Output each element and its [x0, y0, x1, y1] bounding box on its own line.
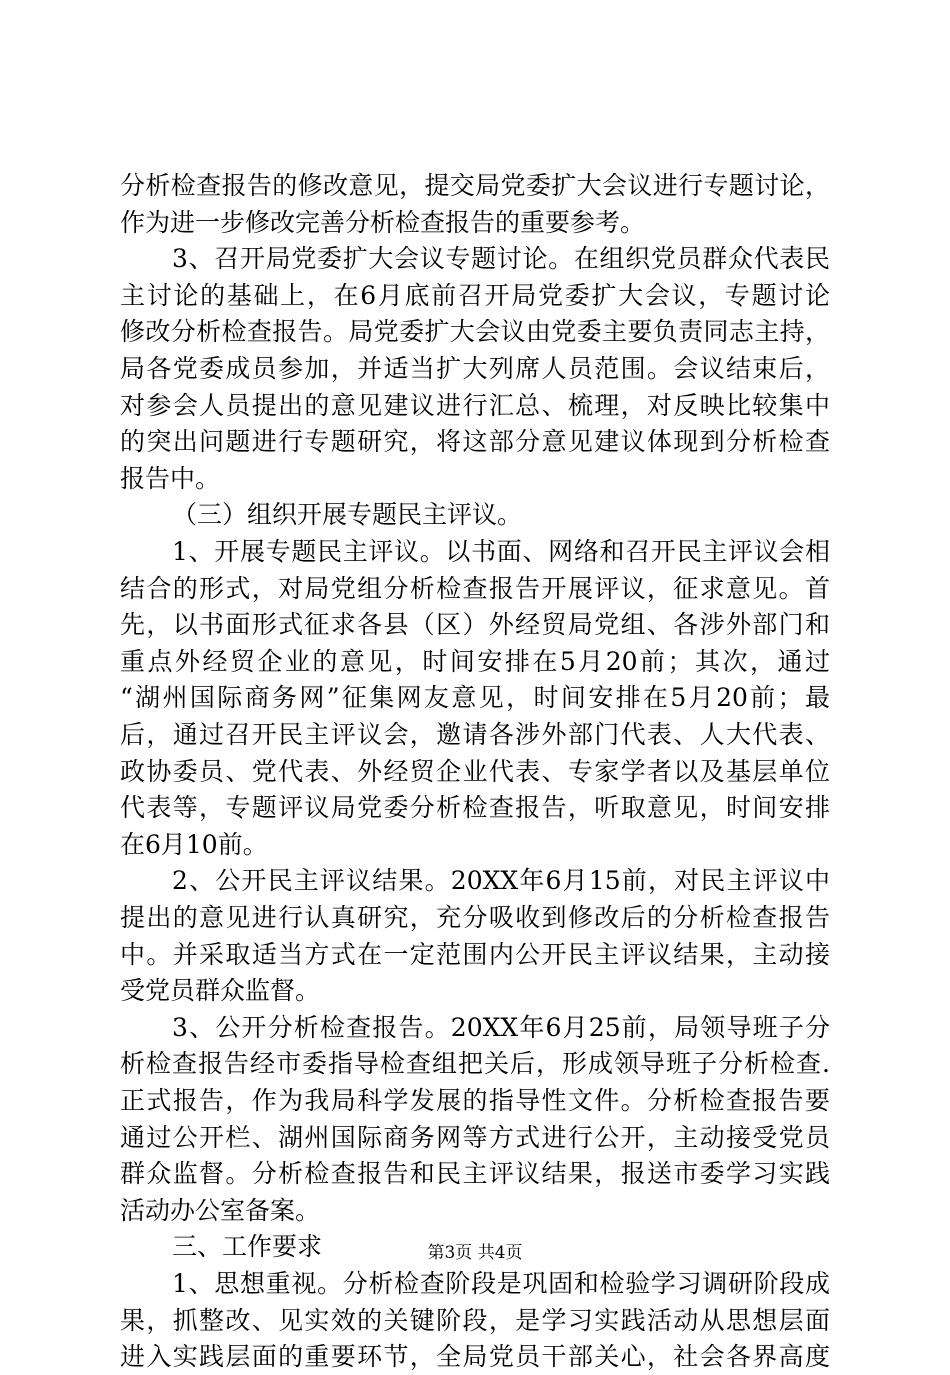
- text-line: 主讨论的基础上，在6月底前召开局党委扩大会议，专题讨论: [120, 280, 830, 310]
- text-line: “湖州国际商务网”征集网友意见，时间安排在5月20前；最: [120, 683, 830, 713]
- text-line: 群众监督。分析检查报告和民主评议结果，报送市委学习实践: [120, 1159, 830, 1189]
- text-line: 1、开展专题民主评议。以书面、网络和召开民主评议会相: [172, 537, 830, 566]
- text-line: 中。并采取适当方式在一定范围内公开民主评议结果，主动接: [120, 939, 830, 969]
- text-line: 重点外经贸企业的意见，时间安排在5月20前；其次，通过: [120, 646, 830, 676]
- text-line: 在6月10前。: [120, 829, 268, 859]
- text-line: 代表等，专题评议局党委分析检查报告，听取意见，时间安排: [120, 793, 830, 823]
- text-line: 对参会人员提出的意见建议进行汇总、梳理，对反映比较集中: [120, 390, 830, 420]
- text-line: 析检查报告经市委指导检查组把关后，形成领导班子分析检查.: [120, 1049, 830, 1079]
- text-line: 政协委员、党代表、外经贸企业代表、专家学者以及基层单位: [120, 756, 830, 786]
- page-footer: 第3页 共4页: [427, 1243, 523, 1263]
- text-line: 活动办公室备案。: [120, 1195, 321, 1225]
- text-line: 分析检查报告的修改意见，提交局党委扩大会议进行专题讨论，: [120, 171, 830, 200]
- text-line: 3、召开局党委扩大会议专题讨论。在组织党员群众代表民: [172, 244, 830, 274]
- text-line: 2、公开民主评议结果。20XX年6月15前，对民主评议中: [172, 866, 830, 896]
- text-line: （三）组织开展专题民主评议。: [172, 500, 523, 530]
- text-line: 正式报告，作为我局科学发展的指导性文件。分析检查报告要: [120, 1086, 830, 1115]
- text-line: 提出的意见进行认真研究，充分吸收到修改后的分析检查报告: [120, 903, 830, 932]
- text-line: 作为进一步修改完善分析检查报告的重要参考。: [120, 207, 646, 237]
- text-line: 3、公开分析检查报告。20XX年6月25前，局领导班子分: [172, 1012, 830, 1042]
- text-line: 先，以书面形式征求各县（区）外经贸局党组、各涉外部门和: [120, 610, 830, 640]
- text-line: 果，抓整改、见实效的关键阶段，是学习实践活动从思想层面: [120, 1305, 830, 1335]
- text-line: 1、思想重视。分析检查阶段是巩固和检验学习调研阶段成: [172, 1269, 830, 1298]
- text-line: 后，通过召开民主评议会，邀请各涉外部门代表、人大代表、: [120, 720, 830, 749]
- text-line: 通过公开栏、湖州国际商务网等方式进行公开，主动接受党员: [120, 1122, 830, 1152]
- text-line: 的突出问题进行专题研究，将这部分意见建议体现到分析检查: [120, 427, 830, 457]
- text-line: 三、工作要求: [172, 1232, 323, 1262]
- text-line: 修改分析检查报告。局党委扩大会议由党委主要负责同志主持，: [120, 317, 830, 347]
- text-line: 结合的形式，对局党组分析检查报告开展评议，征求意见。首: [120, 573, 830, 603]
- text-line: 受党员群众监督。: [120, 976, 321, 1006]
- text-line: 局各党委成员参加，并适当扩大列席人员范围。会议结束后，: [120, 354, 830, 383]
- text-line: 报告中。: [120, 463, 221, 493]
- text-line: 进入实践层面的重要环节，全局党员干部关心，社会各界高度: [120, 1342, 830, 1372]
